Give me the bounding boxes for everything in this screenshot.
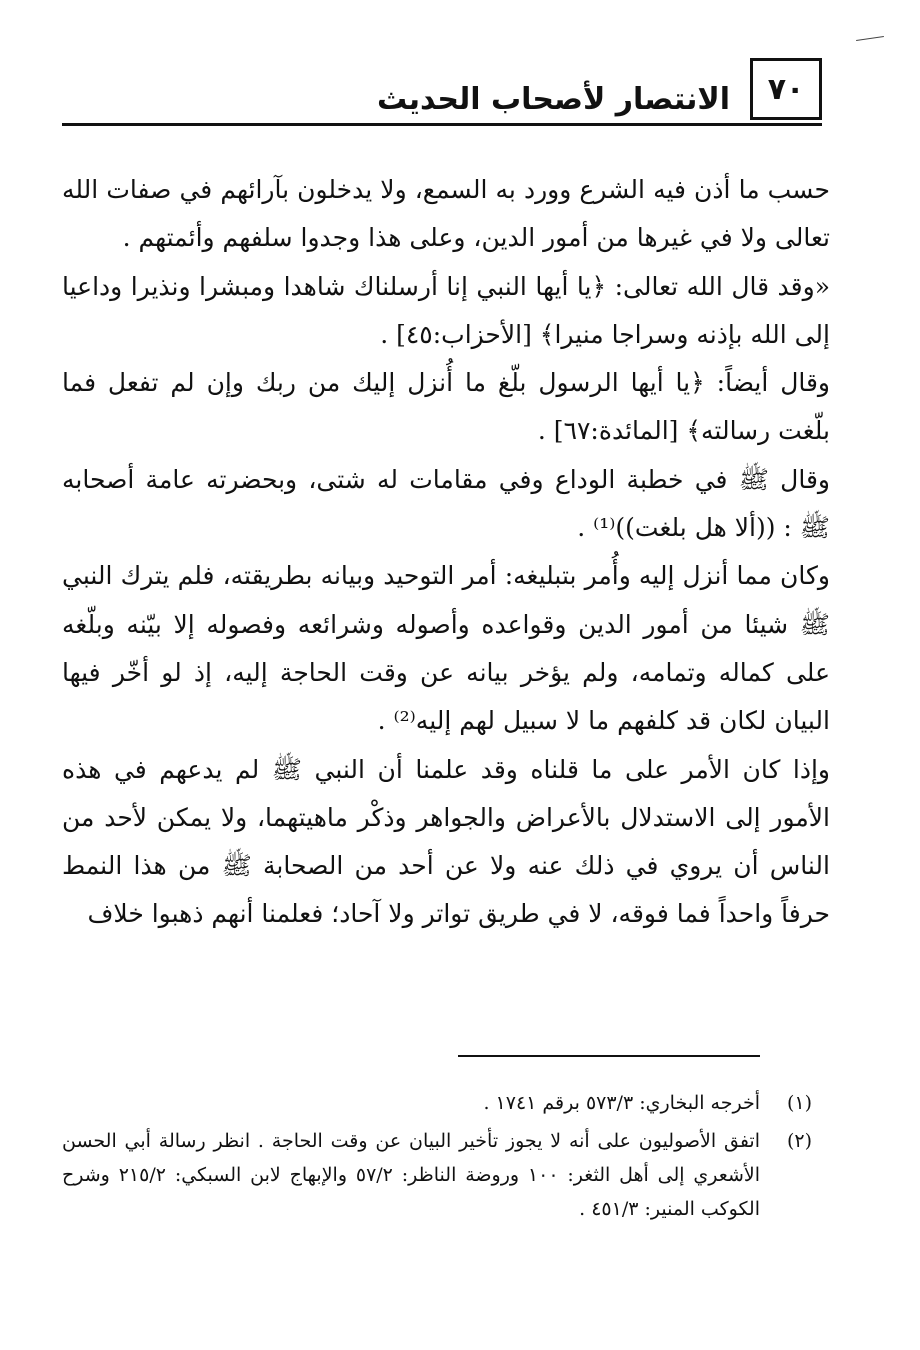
footnote-number: (٢) xyxy=(786,1130,812,1152)
running-title: الانتصار لأصحاب الحديث xyxy=(377,82,730,117)
paragraph: حسب ما أذن فيه الشرع وورد به السمع، ولا يدخلون بآرائهم في صفات الله تعالى ولا في غيرها من أمور الدين، وعلى هذا وجدوا سلفهم وأئمتهم . xyxy=(62,175,830,253)
paragraph: وكان مما أنزل إليه وأُمر بتبليغه: أمر التوحيد وبيانه بطريقته، فلم يترك النبي ﷺ شيئا من أمور الدين وقواعده وأصوله وشرائعه وفصوله إلا بيّنه وبلّغه على كماله وتمامه، ولم يؤخر بيانه عن وقت الحاجة إليه، إذ لو أخّر فيها البيان لكان قد كلفهم ما لا سبيل لهم إليه⁽²⁾ . xyxy=(62,561,830,736)
footnote-text: اتفق الأصوليون على أنه لا يجوز تأخير البيان عن وقت الحاجة . انظر رسالة أبي الحسن الأشعري إلى أهل الثغر: ١٠٠ وروضة الناظر: ٥٧/٢ والإبهاج لابن السبكي: ٢١٥/٢ وشرح الكوكب المنير: ٤٥١/٣ . xyxy=(62,1130,760,1220)
paragraph: وقال أيضاً: ﴿يا أيها الرسول بلّغ ما أُنزل إليك من ربك وإن لم تفعل فما بلّغت رسالته﴾ [المائدة:٦٧] . xyxy=(62,368,830,446)
footnote-2 xyxy=(62,1124,812,1226)
page-number: ٧٠ xyxy=(750,58,822,120)
paragraph: وإذا كان الأمر على ما قلناه وقد علمنا أن النبي ﷺ لم يدعهم في هذه الأمور إلى الاستدلال بالأعراض والجواهر وذكْر ماهيتهما، ولا يمكن لأحد من الناس أن يروي في ذلك عنه ولا عن أحد من الصحابة ﷺ من هذا النمط حرفاً واحداً فما فوقه، لا في طريق تواتر ولا آحاد؛ فعلمنا أنهم ذهبوا خلاف xyxy=(62,754,830,929)
footnote-number: (١) xyxy=(786,1092,812,1114)
main-text xyxy=(62,166,830,939)
footnote-text: أخرجه البخاري: ٥٧٣/٣ برقم ١٧٤١ . xyxy=(483,1092,760,1114)
page-header xyxy=(62,58,822,128)
footnotes xyxy=(62,1086,812,1230)
footnote-separator xyxy=(458,1055,760,1057)
footnote-1 xyxy=(62,1086,812,1120)
header-rule xyxy=(62,123,822,126)
scan-mark xyxy=(856,36,884,41)
paragraph: «وقد قال الله تعالى: ﴿يا أيها النبي إنا أرسلناك شاهدا ومبشرا ونذيرا وداعيا إلى الله بإذنه وسراجا منيرا﴾ [الأحزاب:٤٥] . xyxy=(62,271,830,349)
paragraph: وقال ﷺ في خطبة الوداع وفي مقامات له شتى، وبحضرته عامة أصحابه ﷺ : ((ألا هل بلغت))⁽¹⁾ . xyxy=(62,464,830,543)
